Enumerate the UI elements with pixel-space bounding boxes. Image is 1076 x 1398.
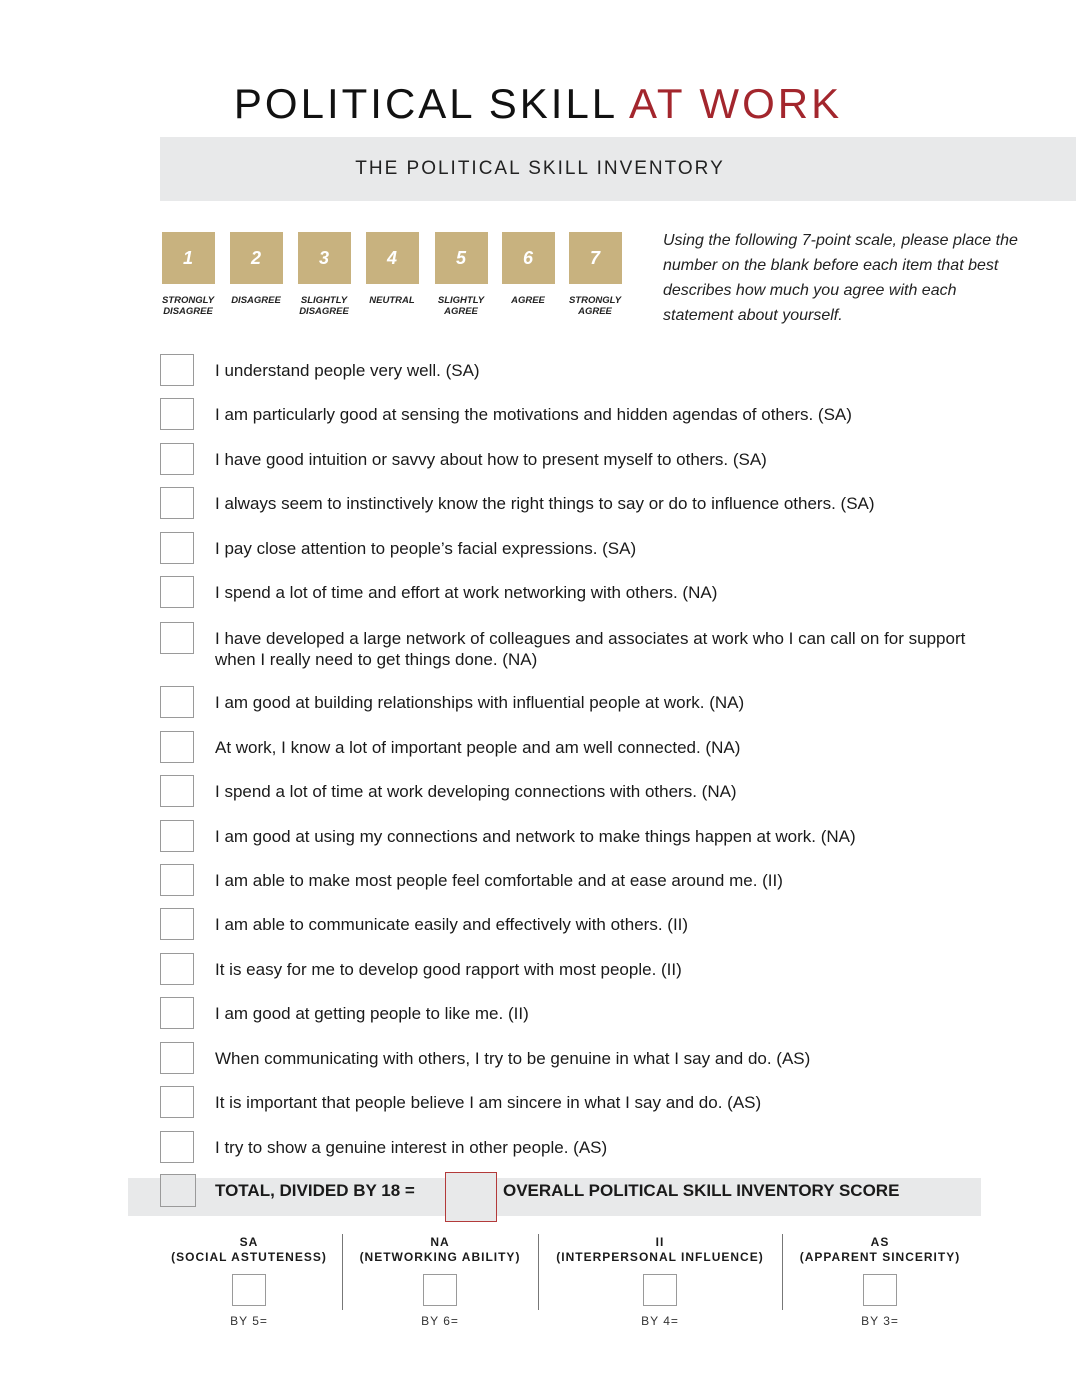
scale-item-7	[564, 232, 626, 317]
scale-number: 5	[435, 232, 488, 284]
scale-number: 4	[366, 232, 419, 284]
rating-blank[interactable]	[160, 443, 194, 475]
total-blank[interactable]	[160, 1174, 196, 1207]
subscore-divisor: BY 4=	[641, 1314, 679, 1328]
scale-label: AGREE	[511, 295, 545, 306]
item-text: It is important that people believe I am sincere in what I say and do. (AS)	[215, 1093, 762, 1112]
item-text: It is easy for me to develop good rapport with most people. (II)	[215, 960, 682, 979]
scale-label: STRONGLY DISAGREE	[161, 295, 215, 317]
subscore-name: (APPARENT SINCERITY)	[799, 1250, 961, 1264]
item-text: I spend a lot of time at work developing connections with others. (NA)	[215, 782, 737, 801]
rating-blank[interactable]	[160, 1086, 194, 1118]
subscore-box[interactable]	[232, 1274, 266, 1306]
subscore-abbr: AS	[870, 1235, 890, 1249]
subscore-name: (SOCIAL ASTUTENESS)	[171, 1250, 327, 1264]
subscore-abbr: II	[655, 1235, 665, 1249]
scale-label: NEUTRAL	[369, 295, 415, 306]
rating-blank[interactable]	[160, 487, 194, 519]
total-label: TOTAL, DIVIDED BY 18 =	[215, 1181, 415, 1200]
page-title	[0, 80, 1076, 128]
scale-number: 2	[230, 232, 283, 284]
rating-blank[interactable]	[160, 576, 194, 608]
item-text: When communicating with others, I try to be genuine in what I say and do. (AS)	[215, 1049, 811, 1068]
subscore-ii	[545, 1235, 775, 1328]
rating-blank[interactable]	[160, 686, 194, 718]
scale-item-6	[497, 232, 559, 306]
scale-item-4	[361, 232, 423, 306]
rating-scale	[160, 232, 630, 332]
subscore-divisor: BY 6=	[421, 1314, 459, 1328]
scale-item-3	[293, 232, 355, 317]
subscore-name: (INTERPERSONAL INFLUENCE)	[556, 1250, 764, 1264]
scale-label: SLIGHTLY AGREE	[437, 295, 485, 317]
item-text: I pay close attention to people’s facial expressions. (SA)	[215, 539, 637, 558]
rating-blank[interactable]	[160, 997, 194, 1029]
rating-blank[interactable]	[160, 354, 194, 386]
rating-blank[interactable]	[160, 1131, 194, 1163]
scale-item-1	[157, 232, 219, 317]
subscore-divisor: BY 5=	[230, 1314, 268, 1328]
divider	[782, 1234, 783, 1310]
subscore-box[interactable]	[863, 1274, 897, 1306]
subtitle: THE POLITICAL SKILL INVENTORY	[355, 158, 725, 179]
rating-blank[interactable]	[160, 908, 194, 940]
scale-item-2	[225, 232, 287, 306]
scale-number: 3	[298, 232, 351, 284]
item-text: I try to show a genuine interest in other people. (AS)	[215, 1138, 608, 1157]
item-text: I understand people very well. (SA)	[215, 361, 480, 380]
rating-blank[interactable]	[160, 532, 194, 564]
rating-blank[interactable]	[160, 398, 194, 430]
item-text: I always seem to instinctively know the right things to say or do to influence others. (SA)	[215, 494, 875, 513]
divider	[342, 1234, 343, 1310]
item-text: I am good at getting people to like me. (II)	[215, 1004, 529, 1023]
scale-number: 1	[162, 232, 215, 284]
item-text: I have developed a large network of colleagues and associates at work who I can call on for support when I really need to get things done. (NA)	[215, 629, 966, 669]
title-main: POLITICAL SKILL	[233, 80, 617, 127]
subtitle-bar	[160, 137, 1076, 201]
rating-blank[interactable]	[160, 864, 194, 896]
rating-blank[interactable]	[160, 953, 194, 985]
scale-label: STRONGLY AGREE	[568, 295, 622, 317]
item-text: I am good at using my connections and network to make things happen at work. (NA)	[215, 827, 856, 846]
rating-blank[interactable]	[160, 775, 194, 807]
subscore-abbr: SA	[239, 1235, 259, 1249]
subscore-box[interactable]	[423, 1274, 457, 1306]
subscore-name: (NETWORKING ABILITY)	[359, 1250, 521, 1264]
rating-blank[interactable]	[160, 820, 194, 852]
item-text: I am able to communicate easily and effectively with others. (II)	[215, 915, 689, 934]
subscore-box[interactable]	[643, 1274, 677, 1306]
subscore-na	[350, 1235, 530, 1328]
scale-number: 6	[502, 232, 555, 284]
overall-score-label: OVERALL POLITICAL SKILL INVENTORY SCORE	[503, 1181, 900, 1200]
title-accent: AT WORK	[628, 80, 843, 127]
item-text: I am able to make most people feel comfortable and at ease around me. (II)	[215, 871, 783, 890]
scale-label: SLIGHTLY DISAGREE	[299, 295, 349, 317]
item-text: At work, I know a lot of important people and am well connected. (NA)	[215, 738, 741, 757]
scale-item-5	[430, 232, 492, 317]
scale-number: 7	[569, 232, 622, 284]
subscore-as	[790, 1235, 970, 1328]
item-text: I spend a lot of time and effort at work networking with others. (NA)	[215, 583, 718, 602]
overall-score-box[interactable]	[445, 1172, 497, 1222]
item-text: I have good intuition or savvy about how to present myself to others. (SA)	[215, 450, 767, 469]
rating-blank[interactable]	[160, 622, 194, 654]
rating-blank[interactable]	[160, 1042, 194, 1074]
divider	[538, 1234, 539, 1310]
instructions: Using the following 7-point scale, please place the number on the blank before each item that best describes how much you agree with each statement about yourself.	[663, 232, 1018, 324]
subscore-abbr: NA	[430, 1235, 450, 1249]
subscore-sa	[165, 1235, 333, 1328]
subscore-divisor: BY 3=	[861, 1314, 899, 1328]
rating-blank[interactable]	[160, 731, 194, 763]
item-text: I am particularly good at sensing the motivations and hidden agendas of others. (SA)	[215, 405, 852, 424]
scale-label: DISAGREE	[231, 295, 281, 306]
item-text: I am good at building relationships with influential people at work. (NA)	[215, 693, 745, 712]
